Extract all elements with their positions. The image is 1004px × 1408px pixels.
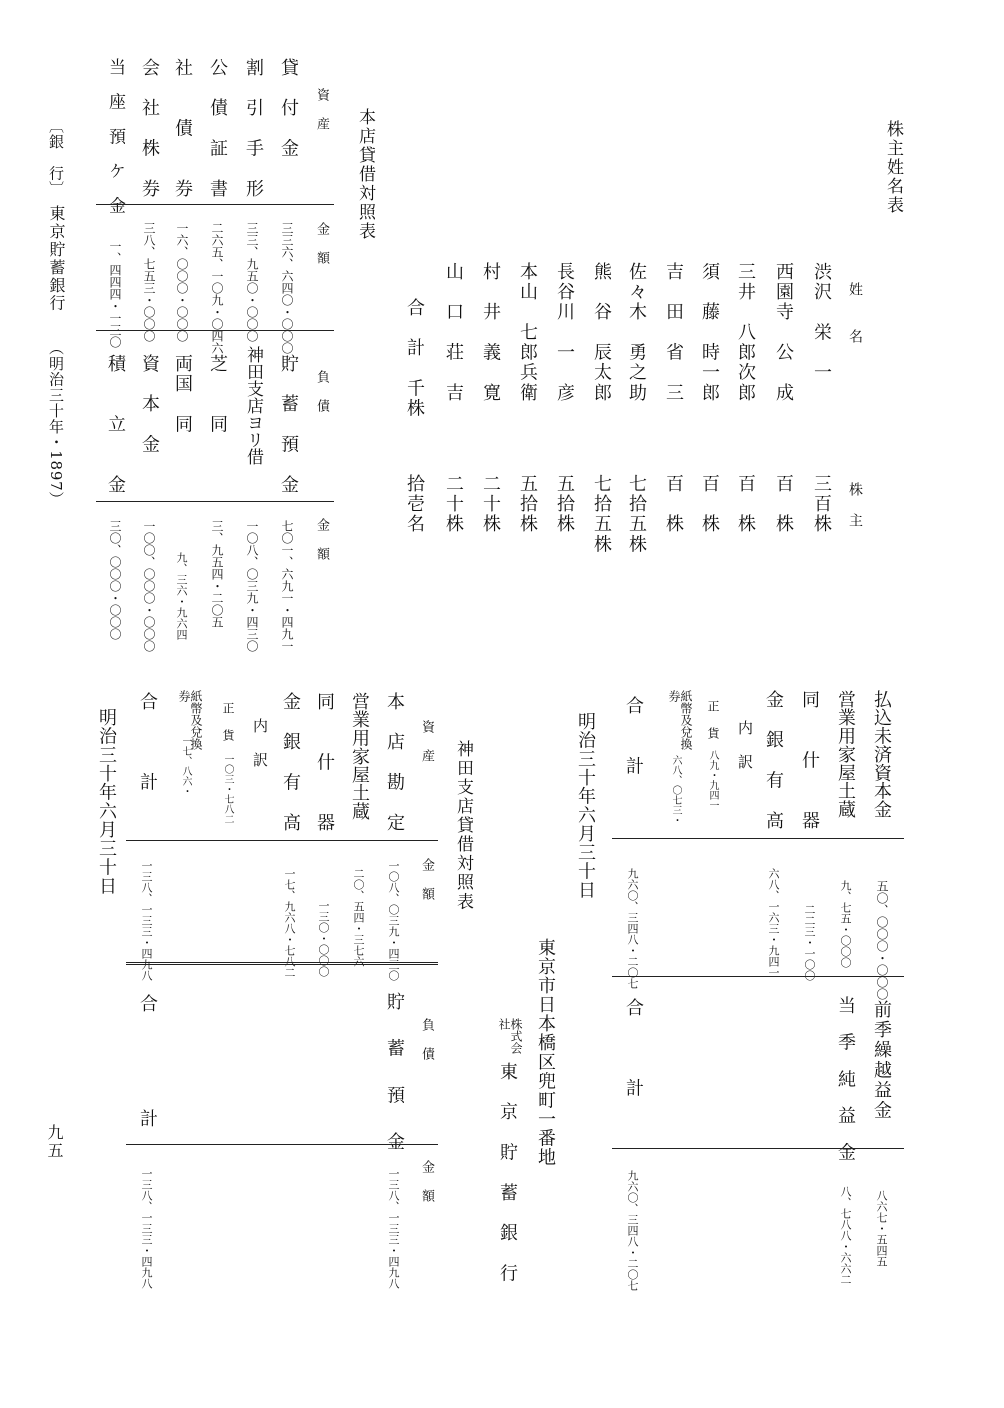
kanda-liab-amount-header: 金 額 [419, 1160, 434, 1204]
head-office-title: 本店貸借対照表 [355, 108, 375, 242]
liability-label: 両国 同 [172, 354, 193, 435]
kanda-asset-value: 一三〇・〇〇〇 [317, 900, 330, 977]
kanda-notes-value: 一七、八六・ [180, 736, 191, 796]
kanda-asset-label: 同 什 器 [314, 692, 335, 834]
profit-total-value: 九六〇、三四八・二〇七 [626, 1170, 639, 1291]
shareholder-name: 長谷川 一 彦 [554, 262, 575, 404]
liability-value: 七〇一、六九一・四九一 [280, 520, 294, 652]
shareholder-shares: 二十株 [480, 474, 501, 535]
kanda-notes-label: 紙幣及兌換券 [177, 690, 203, 750]
kanda-liability-value: 一三八、一三三・四九八 [387, 1168, 400, 1289]
asset-value: 一六、〇〇〇・〇〇〇 [175, 222, 189, 342]
running-head-era: （明治三十年・1897） [47, 340, 65, 508]
table-rule [126, 1144, 438, 1145]
shareholder-name: 山 口 荘 吉 [443, 262, 464, 404]
kanda-assets-header: 資 産 [419, 720, 434, 764]
shareholder-shares: 百 株 [699, 474, 720, 535]
shareholders-title: 株主姓名表 [883, 120, 903, 216]
capital-breakdown-label: 内 訳 [736, 720, 754, 771]
table-rule [96, 204, 334, 205]
shareholder-name: 西園寺 公 成 [773, 262, 794, 404]
kanda-asset-label: 営業用家屋土蔵 [349, 692, 370, 821]
shareholder-shares: 七拾五株 [626, 474, 647, 555]
shareholders-total-value: 拾壱名 [404, 474, 425, 535]
running-head-bank: 東京貯蓄銀行 [47, 205, 66, 313]
kanda-asset-label: 本 店 勘 定 [384, 692, 405, 834]
kanda-liab-total-value: 一三八、一三三・四九八 [140, 1168, 153, 1289]
liability-label: 資 本 金 [139, 354, 160, 455]
liability-label: 神田支店ヨリ借 [243, 346, 263, 465]
liability-value: 三〇、〇〇〇・〇〇〇 [108, 520, 122, 640]
date-left: 明治三十年六月三十日 [96, 708, 117, 896]
shareholders-shares-header: 株 主 [847, 482, 863, 530]
kanda-title: 神田支店貸借対照表 [453, 740, 473, 912]
capital-value: 六八、一六三・九四一 [767, 868, 780, 978]
liabilities-header: 負 債 [314, 370, 329, 414]
shareholder-name: 渋沢 栄 一 [811, 262, 832, 383]
shareholder-shares: 二十株 [443, 474, 464, 535]
asset-label: 公 債 証 書 [207, 58, 228, 200]
table-rule [96, 330, 334, 331]
liability-value: 三、九五四・二〇五 [210, 520, 224, 628]
shareholder-name: 三井 八郎次郎 [735, 262, 756, 404]
asset-value: 三八、七五三・〇〇〇 [142, 222, 156, 342]
capital-label: 払込未済資本金 [871, 690, 892, 819]
capital-label: 営業用家屋土蔵 [835, 690, 856, 819]
capital-notes-label: 紙幣及兌換券 [667, 690, 693, 750]
kanda-breakdown-label: 内 訳 [251, 718, 269, 769]
liability-value: 九、三六・九六四 [175, 552, 188, 640]
profit-value: 八六七・五四五 [875, 1190, 888, 1267]
kanda-asset-value: 二〇、五四・三七六 [352, 868, 365, 967]
kanda-asset-value: 一〇八、〇三九・四三〇 [387, 860, 400, 981]
kanda-total-label: 合 計 [137, 692, 158, 793]
shareholder-name: 熊 谷 辰太郎 [591, 262, 612, 404]
shareholder-name: 吉 田 省 三 [663, 262, 684, 404]
kanda-amount-header: 金 額 [419, 858, 434, 902]
asset-value: 三三六、六四〇・〇〇〇 [280, 222, 294, 354]
page-number: 九五 [45, 1124, 64, 1160]
liability-label: 積 立 金 [105, 354, 126, 496]
profit-total-label: 合 計 [623, 998, 644, 1099]
shareholder-name: 村 井 義 寛 [480, 262, 501, 404]
table-rule [126, 840, 438, 841]
table-rule [126, 962, 438, 965]
shareholder-name: 須 藤 時一郎 [699, 262, 720, 404]
shareholder-shares: 百 株 [735, 474, 756, 535]
kanda-asset-value: 一七、九六八・七八二 [283, 868, 296, 978]
kanda-liab-total-label: 合 計 [137, 994, 158, 1138]
shareholder-name: 本山 七郎兵衛 [517, 262, 538, 404]
liability-label: 貯 蓄 預 金 [278, 354, 299, 496]
shareholders-total-label: 合 計 千株 [404, 298, 425, 419]
table-rule [612, 976, 904, 977]
kanda-total-value: 一三八、一三三・四九八 [140, 860, 153, 981]
asset-label: 貸 付 金 [278, 58, 299, 159]
asset-value: 一、四四四・一三〇 [108, 240, 122, 348]
profit-value: 八、七八八・六六二 [839, 1186, 852, 1285]
liability-value: 一〇〇、〇〇〇・〇〇〇 [142, 520, 156, 652]
shareholder-shares: 百 株 [663, 474, 684, 535]
kanda-specie-value: 一〇三・七八二 [222, 754, 233, 824]
profit-label: 当 季 純 益 金 [835, 996, 856, 1162]
capital-total-label: 合 計 [623, 696, 644, 777]
shareholder-shares: 三百株 [811, 474, 832, 535]
shareholders-name-header: 姓 名 [847, 282, 863, 345]
capital-notes-value: 六八、〇七三・ [670, 755, 681, 825]
liability-value: 一〇八、〇三九・四三〇 [245, 520, 259, 652]
liabilities-amount-header: 金 額 [314, 518, 329, 562]
shareholder-shares: 五拾株 [517, 474, 538, 535]
asset-label: 社 債 券 [172, 58, 193, 200]
kanda-liability-label: 貯 蓄 預 金 [384, 992, 405, 1156]
capital-specie-value: 八九・九四一 [707, 750, 718, 810]
asset-value: 二六五、一〇九・〇四六 [210, 222, 224, 354]
running-head-category: 〔銀 行〕 [47, 118, 65, 197]
table-rule [96, 501, 334, 502]
capital-label: 金 銀 有 高 [763, 690, 784, 832]
capital-total-value: 九六〇、三四八・二〇七 [626, 868, 639, 989]
capital-value: 九、七五・〇〇〇 [839, 880, 852, 968]
asset-value: 三三、九五〇・〇〇〇 [245, 222, 259, 342]
asset-label: 会 社 株 券 [139, 58, 160, 200]
kanda-specie-label: 正 貨 [221, 702, 235, 743]
liability-label: 芝 同 [207, 354, 228, 435]
capital-label: 同 什 器 [799, 690, 820, 832]
capital-value: 二二三・一〇〇 [803, 904, 816, 981]
capital-value: 五〇、〇〇〇・〇〇〇 [875, 880, 889, 1000]
shareholder-shares: 七拾五株 [591, 474, 612, 555]
company-address: 東京市日本橋区兜町一番地 [535, 938, 556, 1167]
date-right: 明治三十年六月三十日 [575, 712, 596, 900]
shareholder-name: 佐々木 勇之助 [626, 262, 647, 404]
capital-specie-label: 正 貨 [706, 700, 720, 741]
asset-label: 当 座 預 ケ 金 [105, 58, 125, 215]
profit-label: 前季繰越益金 [871, 1000, 892, 1121]
shareholder-shares: 百 株 [773, 474, 794, 535]
asset-label: 割 引 手 形 [243, 58, 264, 200]
amount-header: 金 額 [314, 222, 329, 266]
kanda-asset-label: 金 銀 有 高 [280, 692, 301, 834]
table-rule [612, 838, 904, 839]
table-rule [612, 1148, 904, 1149]
company-prefix: 株式会社 [497, 1018, 523, 1054]
kanda-liab-header: 負 債 [419, 1018, 434, 1062]
company-name: 東 京 貯 蓄 銀 行 [497, 1062, 518, 1284]
shareholder-shares: 五拾株 [554, 474, 575, 535]
assets-header: 資 産 [314, 88, 329, 132]
